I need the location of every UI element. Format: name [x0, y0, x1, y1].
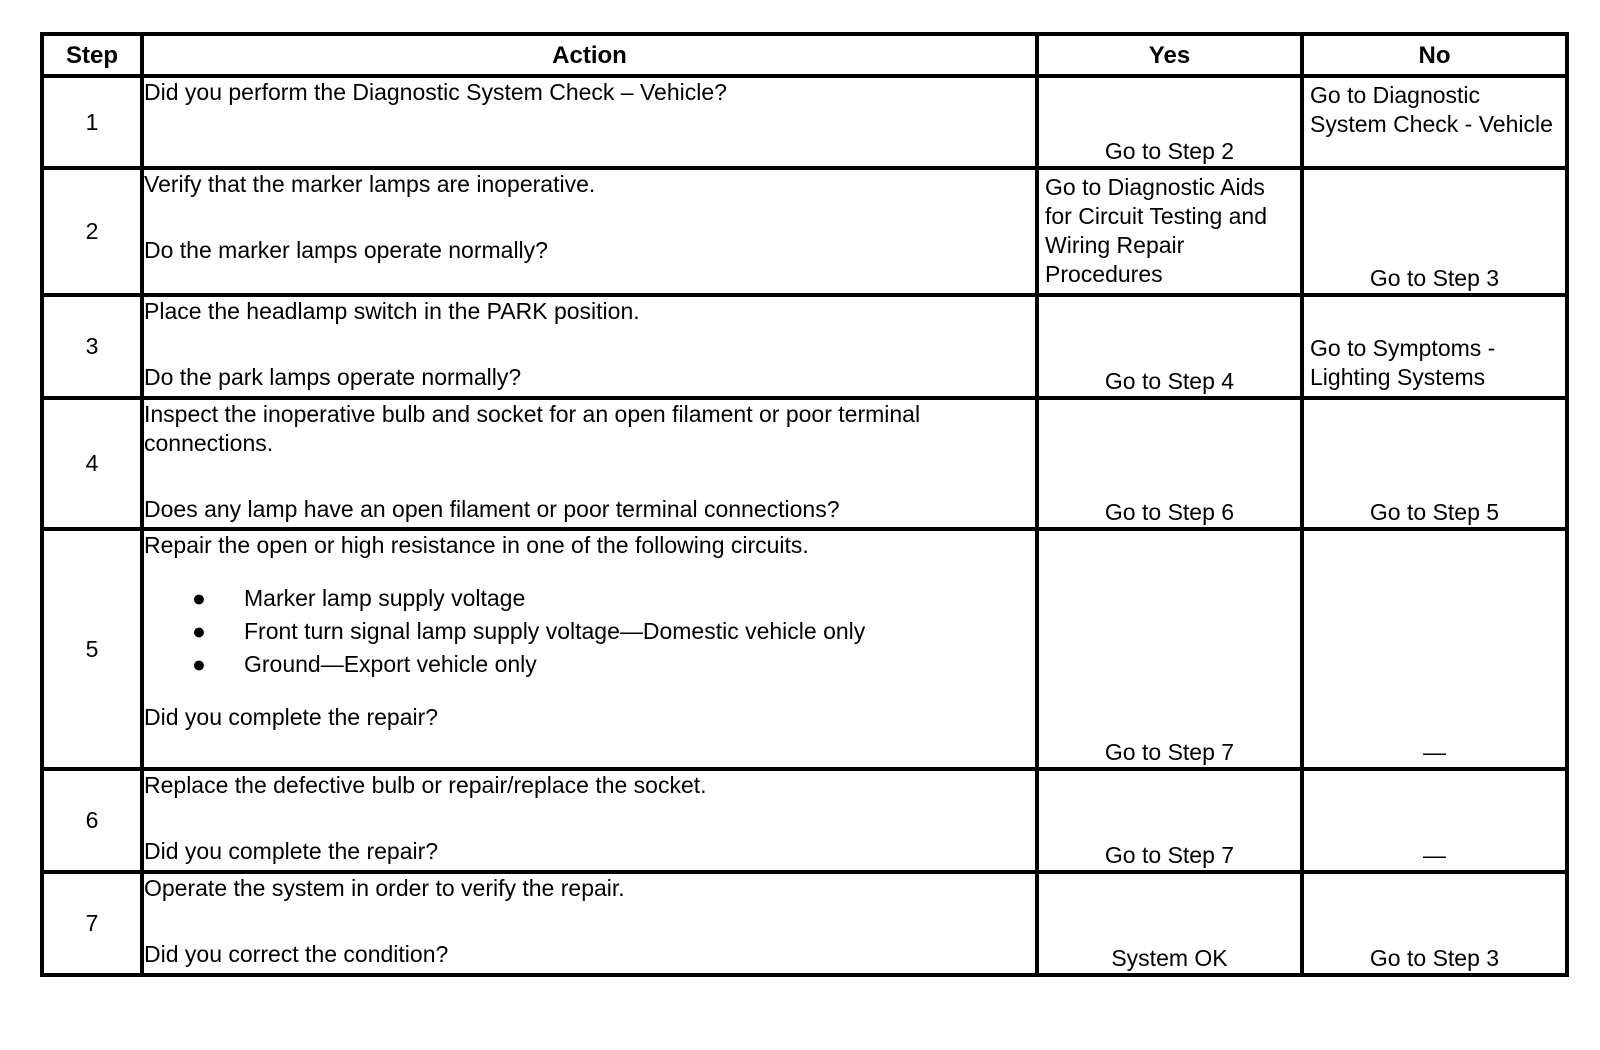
bullet-icon: ● [192, 651, 206, 677]
yes-result: Go to Step 6 [1037, 398, 1302, 529]
circuit-list [144, 584, 1035, 679]
no-result: — [1302, 529, 1567, 769]
no-result: — [1302, 769, 1567, 872]
step-number: 3 [42, 295, 142, 398]
action-question: Did you correct the condition? [144, 941, 449, 967]
action-question: Do the park lamps operate normally? [144, 364, 522, 390]
action-text: Operate the system in order to verify the repair. [144, 875, 625, 901]
header-action: Action [142, 34, 1037, 76]
action-cell [142, 295, 1037, 398]
table-row [42, 529, 1567, 769]
action-text: Verify that the marker lamps are inoperative. [144, 171, 596, 197]
table-header-row [42, 34, 1567, 76]
action-text: Repair the open or high resistance in one of the following circuits. [144, 532, 809, 558]
list-item-text: Marker lamp supply voltage [244, 585, 526, 611]
action-cell [142, 529, 1037, 769]
yes-result: Go to Diagnostic Aids for Circuit Testing and Wiring Repair Procedures [1037, 168, 1302, 295]
step-number: 1 [42, 76, 142, 168]
action-cell [142, 872, 1037, 975]
step-number: 4 [42, 398, 142, 529]
list-item [144, 584, 1035, 613]
step-number: 2 [42, 168, 142, 295]
action-question: Did you complete the repair? [144, 704, 439, 730]
no-result: Go to Diagnostic System Check - Vehicle [1302, 76, 1567, 168]
step-number: 5 [42, 529, 142, 769]
action-text: Did you perform the Diagnostic System Check – Vehicle? [144, 79, 727, 105]
diagnostic-table [40, 32, 1569, 977]
table-row [42, 295, 1567, 398]
step-number: 6 [42, 769, 142, 872]
list-item [144, 650, 1035, 679]
yes-result: Go to Step 7 [1037, 529, 1302, 769]
action-cell [142, 168, 1037, 295]
no-result: Go to Step 3 [1302, 168, 1567, 295]
table-row [42, 76, 1567, 168]
header-no: No [1302, 34, 1567, 76]
action-question: Do the marker lamps operate normally? [144, 237, 548, 263]
action-cell [142, 398, 1037, 529]
table-row [42, 168, 1567, 295]
yes-result: Go to Step 7 [1037, 769, 1302, 872]
action-text: Inspect the inoperative bulb and socket for an open filament or poor terminal connections. [144, 401, 921, 456]
yes-result: System OK [1037, 872, 1302, 975]
no-result: Go to Step 3 [1302, 872, 1567, 975]
no-result: Go to Symptoms - Lighting Systems [1302, 295, 1567, 398]
bullet-icon: ● [192, 585, 206, 611]
action-cell [142, 76, 1037, 168]
table-row [42, 398, 1567, 529]
table-row [42, 769, 1567, 872]
action-question: Did you complete the repair? [144, 838, 439, 864]
action-cell [142, 769, 1037, 872]
action-text: Replace the defective bulb or repair/replace the socket. [144, 772, 707, 798]
header-yes: Yes [1037, 34, 1302, 76]
header-step: Step [42, 34, 142, 76]
list-item [144, 617, 1035, 646]
action-question: Does any lamp have an open filament or poor terminal connections? [144, 496, 840, 522]
yes-result: Go to Step 4 [1037, 295, 1302, 398]
list-item-text: Front turn signal lamp supply voltage—Domestic vehicle only [244, 618, 866, 644]
yes-result: Go to Step 2 [1037, 76, 1302, 168]
action-text: Place the headlamp switch in the PARK position. [144, 298, 640, 324]
step-number: 7 [42, 872, 142, 975]
bullet-icon: ● [192, 618, 206, 644]
no-result: Go to Step 5 [1302, 398, 1567, 529]
table-row [42, 872, 1567, 975]
list-item-text: Ground—Export vehicle only [244, 651, 537, 677]
